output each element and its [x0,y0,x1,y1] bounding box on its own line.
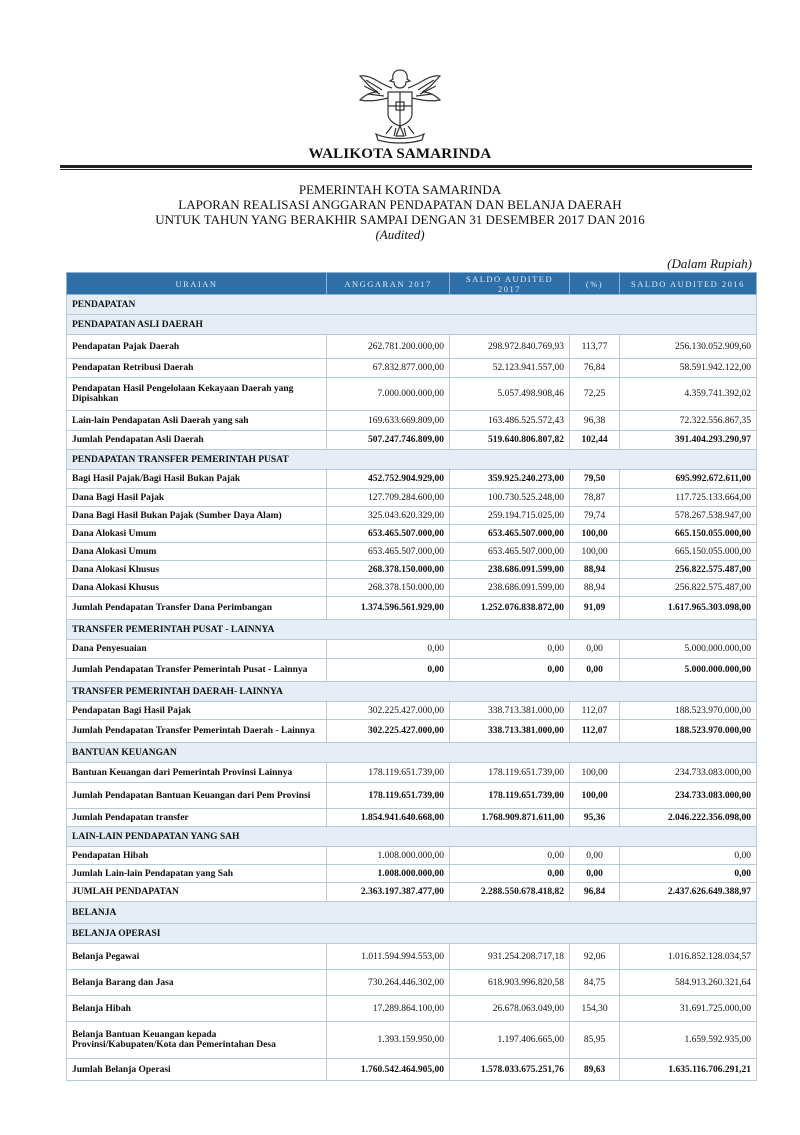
saldo-2017-value: 0,00 [450,865,570,883]
table-row [67,359,757,378]
anggaran-2017-value: 67.832.877.000,00 [327,359,450,378]
table-row [67,378,757,411]
saldo-2017-value: 178.119.651.739,00 [450,783,570,809]
percent-value: 100,00 [570,543,620,561]
saldo-2017-value: 519.640.806.807,82 [450,431,570,450]
anggaran-2017-value: 730.264.446.302,00 [327,970,450,996]
saldo-2016-value: 1.635.116.706.291,21 [620,1059,757,1081]
title-line-3: UNTUK TAHUN YANG BERAKHIR SAMPAI DENGAN 31 DESEMBER 2017 DAN 2016 [155,212,645,227]
saldo-2017-value: 2.288.550.678.418,82 [450,883,570,902]
header-rule-thick [60,165,752,168]
row-label: Dana Alokasi Khusus [67,561,327,579]
row-label: Pendapatan Hasil Pengelolaan Kekayaan Daerah yang Dipisahkan [67,378,327,411]
section-row [67,450,757,470]
percent-value: 0,00 [570,865,620,883]
percent-value: 100,00 [570,783,620,809]
section-row [67,743,757,763]
saldo-2016-value: 2.046.222.356.098,00 [620,809,757,827]
section-label: TRANSFER PEMERINTAH DAERAH- LAINNYA [67,682,757,702]
anggaran-2017-value: 1.393.159.950,00 [327,1022,450,1059]
section-row [67,682,757,702]
column-header-saldo-2017: SALDO AUDITED 2017 [450,273,570,295]
total-row [67,1059,757,1081]
percent-value: 0,00 [570,640,620,659]
anggaran-2017-value: 452.752.904.929,00 [327,470,450,489]
saldo-2016-value: 5.000.000.000,00 [620,659,757,682]
percent-value: 100,00 [570,763,620,783]
total-row [67,865,757,883]
saldo-2017-value: 653.465.507.000,00 [450,525,570,543]
saldo-2016-value: 1.617.965.303.098,00 [620,597,757,620]
anggaran-2017-value: 178.119.651.739,00 [327,763,450,783]
row-label: Dana Alokasi Khusus [67,579,327,597]
total-row [67,783,757,809]
section-label: LAIN-LAIN PENDAPATAN YANG SAH [67,827,757,847]
title-line-2: LAPORAN REALISASI ANGGARAN PENDAPATAN DAN BELANJA DAERAH [178,197,622,212]
saldo-2016-value: 0,00 [620,865,757,883]
row-label: Jumlah Pendapatan transfer [67,809,327,827]
row-label: Belanja Hibah [67,996,327,1022]
saldo-2016-value: 188.523.970.000,00 [620,720,757,743]
row-label: Dana Bagi Hasil Pajak [67,489,327,507]
report-titles [0,182,800,242]
saldo-2017-value: 338.713.381.000,00 [450,702,570,720]
row-label: Bantuan Keuangan dari Pemerintah Provinsi Lainnya [67,763,327,783]
section-row [67,827,757,847]
row-label: Pendapatan Retribusi Daerah [67,359,327,378]
row-label: Lain-lain Pendapatan Asli Daerah yang sah [67,411,327,431]
section-label: BELANJA [67,902,757,924]
row-label: Jumlah Pendapatan Bantuan Keuangan dari Pem Provinsi [67,783,327,809]
table-row [67,847,757,865]
saldo-2016-value: 4.359.741.392,02 [620,378,757,411]
saldo-2016-value: 188.523.970.000,00 [620,702,757,720]
header-rule-thin [60,169,752,170]
saldo-2017-value: 5.057.498.908,46 [450,378,570,411]
percent-value: 72,25 [570,378,620,411]
percent-value: 96,84 [570,883,620,902]
section-label: PENDAPATAN [67,295,757,315]
saldo-2016-value: 234.733.083.000,00 [620,763,757,783]
saldo-2016-value: 256.130.052.909,60 [620,335,757,359]
anggaran-2017-value: 653.465.507.000,00 [327,525,450,543]
saldo-2017-value: 52.123.941.557,00 [450,359,570,378]
table-row [67,763,757,783]
anggaran-2017-value: 178.119.651.739,00 [327,783,450,809]
saldo-2016-value: 256.822.575.487,00 [620,561,757,579]
percent-value: 76,84 [570,359,620,378]
percent-value: 100,00 [570,525,620,543]
percent-value: 112,07 [570,702,620,720]
table-row [67,507,757,525]
anggaran-2017-value: 1.008.000.000,00 [327,847,450,865]
section-row [67,620,757,640]
table-row [67,702,757,720]
saldo-2016-value: 117.725.133.664,00 [620,489,757,507]
anggaran-2017-value: 1.008.000.000,00 [327,865,450,883]
saldo-2017-value: 259.194.715.025,00 [450,507,570,525]
table-row [67,996,757,1022]
anggaran-2017-value: 2.363.197.387.477,00 [327,883,450,902]
saldo-2017-value: 338.713.381.000,00 [450,720,570,743]
table-row [67,335,757,359]
garuda-emblem-icon [352,62,448,146]
anggaran-2017-value: 653.465.507.000,00 [327,543,450,561]
anggaran-2017-value: 0,00 [327,659,450,682]
row-label: Jumlah Pendapatan Transfer Pemerintah Daerah - Lainnya [67,720,327,743]
saldo-2017-value: 1.768.909.871.611,00 [450,809,570,827]
saldo-2016-value: 2.437.626.649.388,97 [620,883,757,902]
row-label: Jumlah Pendapatan Transfer Pemerintah Pusat - Lainnya [67,659,327,682]
percent-value: 96,38 [570,411,620,431]
saldo-2017-value: 100.730.525.248,00 [450,489,570,507]
saldo-2016-value: 72.322.556.867,35 [620,411,757,431]
saldo-2017-value: 359.925.240.273,00 [450,470,570,489]
row-label: Dana Alokasi Umum [67,525,327,543]
row-label: Pendapatan Pajak Daerah [67,335,327,359]
saldo-2016-value: 256.822.575.487,00 [620,579,757,597]
anggaran-2017-value: 1.854.941.640.668,00 [327,809,450,827]
total-row [67,809,757,827]
saldo-2016-value: 391.404.293.290,97 [620,431,757,450]
saldo-2017-value: 0,00 [450,847,570,865]
title-line-1: PEMERINTAH KOTA SAMARINDA [298,182,502,197]
row-label: Jumlah Belanja Operasi [67,1059,327,1081]
percent-value: 113,77 [570,335,620,359]
percent-value: 88,94 [570,579,620,597]
percent-value: 0,00 [570,847,620,865]
anggaran-2017-value: 0,00 [327,640,450,659]
total-row [67,525,757,543]
anggaran-2017-value: 1.374.596.561.929,00 [327,597,450,620]
percent-value: 95,36 [570,809,620,827]
percent-value: 0,00 [570,659,620,682]
percent-value: 91,09 [570,597,620,620]
anggaran-2017-value: 127.709.284.600,00 [327,489,450,507]
row-label: Pendapatan Bagi Hasil Pajak [67,702,327,720]
saldo-2017-value: 1.578.033.675.251,76 [450,1059,570,1081]
section-row [67,315,757,335]
percent-value: 112,07 [570,720,620,743]
percent-value: 78,87 [570,489,620,507]
saldo-2016-value: 584.913.260.321,64 [620,970,757,996]
anggaran-2017-value: 1.011.594.994.553,00 [327,944,450,970]
table-row [67,543,757,561]
row-label: Belanja Barang dan Jasa [67,970,327,996]
percent-value: 88,94 [570,561,620,579]
percent-value: 89,63 [570,1059,620,1081]
budget-realization-table [66,272,757,1081]
table-row [67,944,757,970]
row-label: Belanja Bantuan Keuangan kepada Provinsi/Kabupaten/Kota dan Pemerintahan Desa [67,1022,327,1059]
saldo-2016-value: 5.000.000.000,00 [620,640,757,659]
anggaran-2017-value: 302.225.427.000,00 [327,720,450,743]
table-row [67,579,757,597]
table-row [67,489,757,507]
table-row [67,1022,757,1059]
saldo-2017-value: 238.686.091.599,00 [450,579,570,597]
anggaran-2017-value: 268.378.150.000,00 [327,579,450,597]
section-label: BELANJA OPERASI [67,924,757,944]
title-line-4: (Audited) [375,227,425,242]
section-label: PENDAPATAN ASLI DAERAH [67,315,757,335]
column-header-saldo-2016: SALDO AUDITED 2016 [620,273,757,295]
section-label: TRANSFER PEMERINTAH PUSAT - LAINNYA [67,620,757,640]
saldo-2016-value: 665.150.055.000,00 [620,525,757,543]
anggaran-2017-value: 507.247.746.809,00 [327,431,450,450]
table-row [67,640,757,659]
percent-value: 154,30 [570,996,620,1022]
section-row [67,295,757,315]
row-label: Jumlah Lain-lain Pendapatan yang Sah [67,865,327,883]
saldo-2016-value: 578.267.538.947,00 [620,507,757,525]
saldo-2017-value: 0,00 [450,640,570,659]
saldo-2017-value: 0,00 [450,659,570,682]
saldo-2017-value: 163.486.525.572,43 [450,411,570,431]
percent-value: 92,06 [570,944,620,970]
total-row [67,431,757,450]
section-row [67,902,757,924]
row-label: Jumlah Pendapatan Transfer Dana Perimbangan [67,597,327,620]
anggaran-2017-value: 262.781.200.000,00 [327,335,450,359]
saldo-2016-value: 665.150.055.000,00 [620,543,757,561]
table-row [67,411,757,431]
saldo-2017-value: 26.678.063.049,00 [450,996,570,1022]
total-row [67,883,757,902]
currency-unit-note: (Dalam Rupiah) [667,256,752,271]
saldo-2016-value: 0,00 [620,847,757,865]
saldo-2016-value: 1.016.852.128.034,57 [620,944,757,970]
anggaran-2017-value: 17.289.864.100,00 [327,996,450,1022]
row-label: JUMLAH PENDAPATAN [67,883,327,902]
saldo-2017-value: 178.119.651.739,00 [450,763,570,783]
anggaran-2017-value: 7.000.000.000,00 [327,378,450,411]
saldo-2017-value: 618.903.996.820,58 [450,970,570,996]
row-label: Bagi Hasil Pajak/Bagi Hasil Bukan Pajak [67,470,327,489]
table-header-row [67,273,757,295]
total-row [67,561,757,579]
row-label: Belanja Pegawai [67,944,327,970]
saldo-2017-value: 931.254.208.717,18 [450,944,570,970]
anggaran-2017-value: 325.043.620.329,00 [327,507,450,525]
saldo-2016-value: 58.591.942.122,00 [620,359,757,378]
total-row [67,470,757,489]
table-row [67,970,757,996]
saldo-2017-value: 1.252.076.838.872,00 [450,597,570,620]
saldo-2016-value: 234.733.083.000,00 [620,783,757,809]
row-label: Pendapatan Hibah [67,847,327,865]
saldo-2017-value: 298.972.840.769,93 [450,335,570,359]
total-row [67,720,757,743]
anggaran-2017-value: 1.760.542.464.905,00 [327,1059,450,1081]
saldo-2016-value: 31.691.725.000,00 [620,996,757,1022]
row-label: Dana Bagi Hasil Bukan Pajak (Sumber Daya Alam) [67,507,327,525]
saldo-2017-value: 653.465.507.000,00 [450,543,570,561]
organization-name: WALIKOTA SAMARINDA [308,146,492,162]
total-row [67,597,757,620]
column-header-percent: (%) [570,273,620,295]
row-label: Jumlah Pendapatan Asli Daerah [67,431,327,450]
column-header-uraian: URAIAN [67,273,327,295]
saldo-2017-value: 238.686.091.599,00 [450,561,570,579]
total-row [67,659,757,682]
percent-value: 85,95 [570,1022,620,1059]
section-label: PENDAPATAN TRANSFER PEMERINTAH PUSAT [67,450,757,470]
table-body [67,295,757,1081]
row-label: Dana Alokasi Umum [67,543,327,561]
anggaran-2017-value: 302.225.427.000,00 [327,702,450,720]
percent-value: 84,75 [570,970,620,996]
column-header-anggaran-2017: ANGGARAN 2017 [327,273,450,295]
section-label: BANTUAN KEUANGAN [67,743,757,763]
row-label: Dana Penyesuaian [67,640,327,659]
anggaran-2017-value: 169.633.669.809,00 [327,411,450,431]
saldo-2017-value: 1.197.406.665,00 [450,1022,570,1059]
percent-value: 102,44 [570,431,620,450]
saldo-2016-value: 695.992.672.611,00 [620,470,757,489]
percent-value: 79,50 [570,470,620,489]
section-row [67,924,757,944]
anggaran-2017-value: 268.378.150.000,00 [327,561,450,579]
saldo-2016-value: 1.659.592.935,00 [620,1022,757,1059]
percent-value: 79,74 [570,507,620,525]
